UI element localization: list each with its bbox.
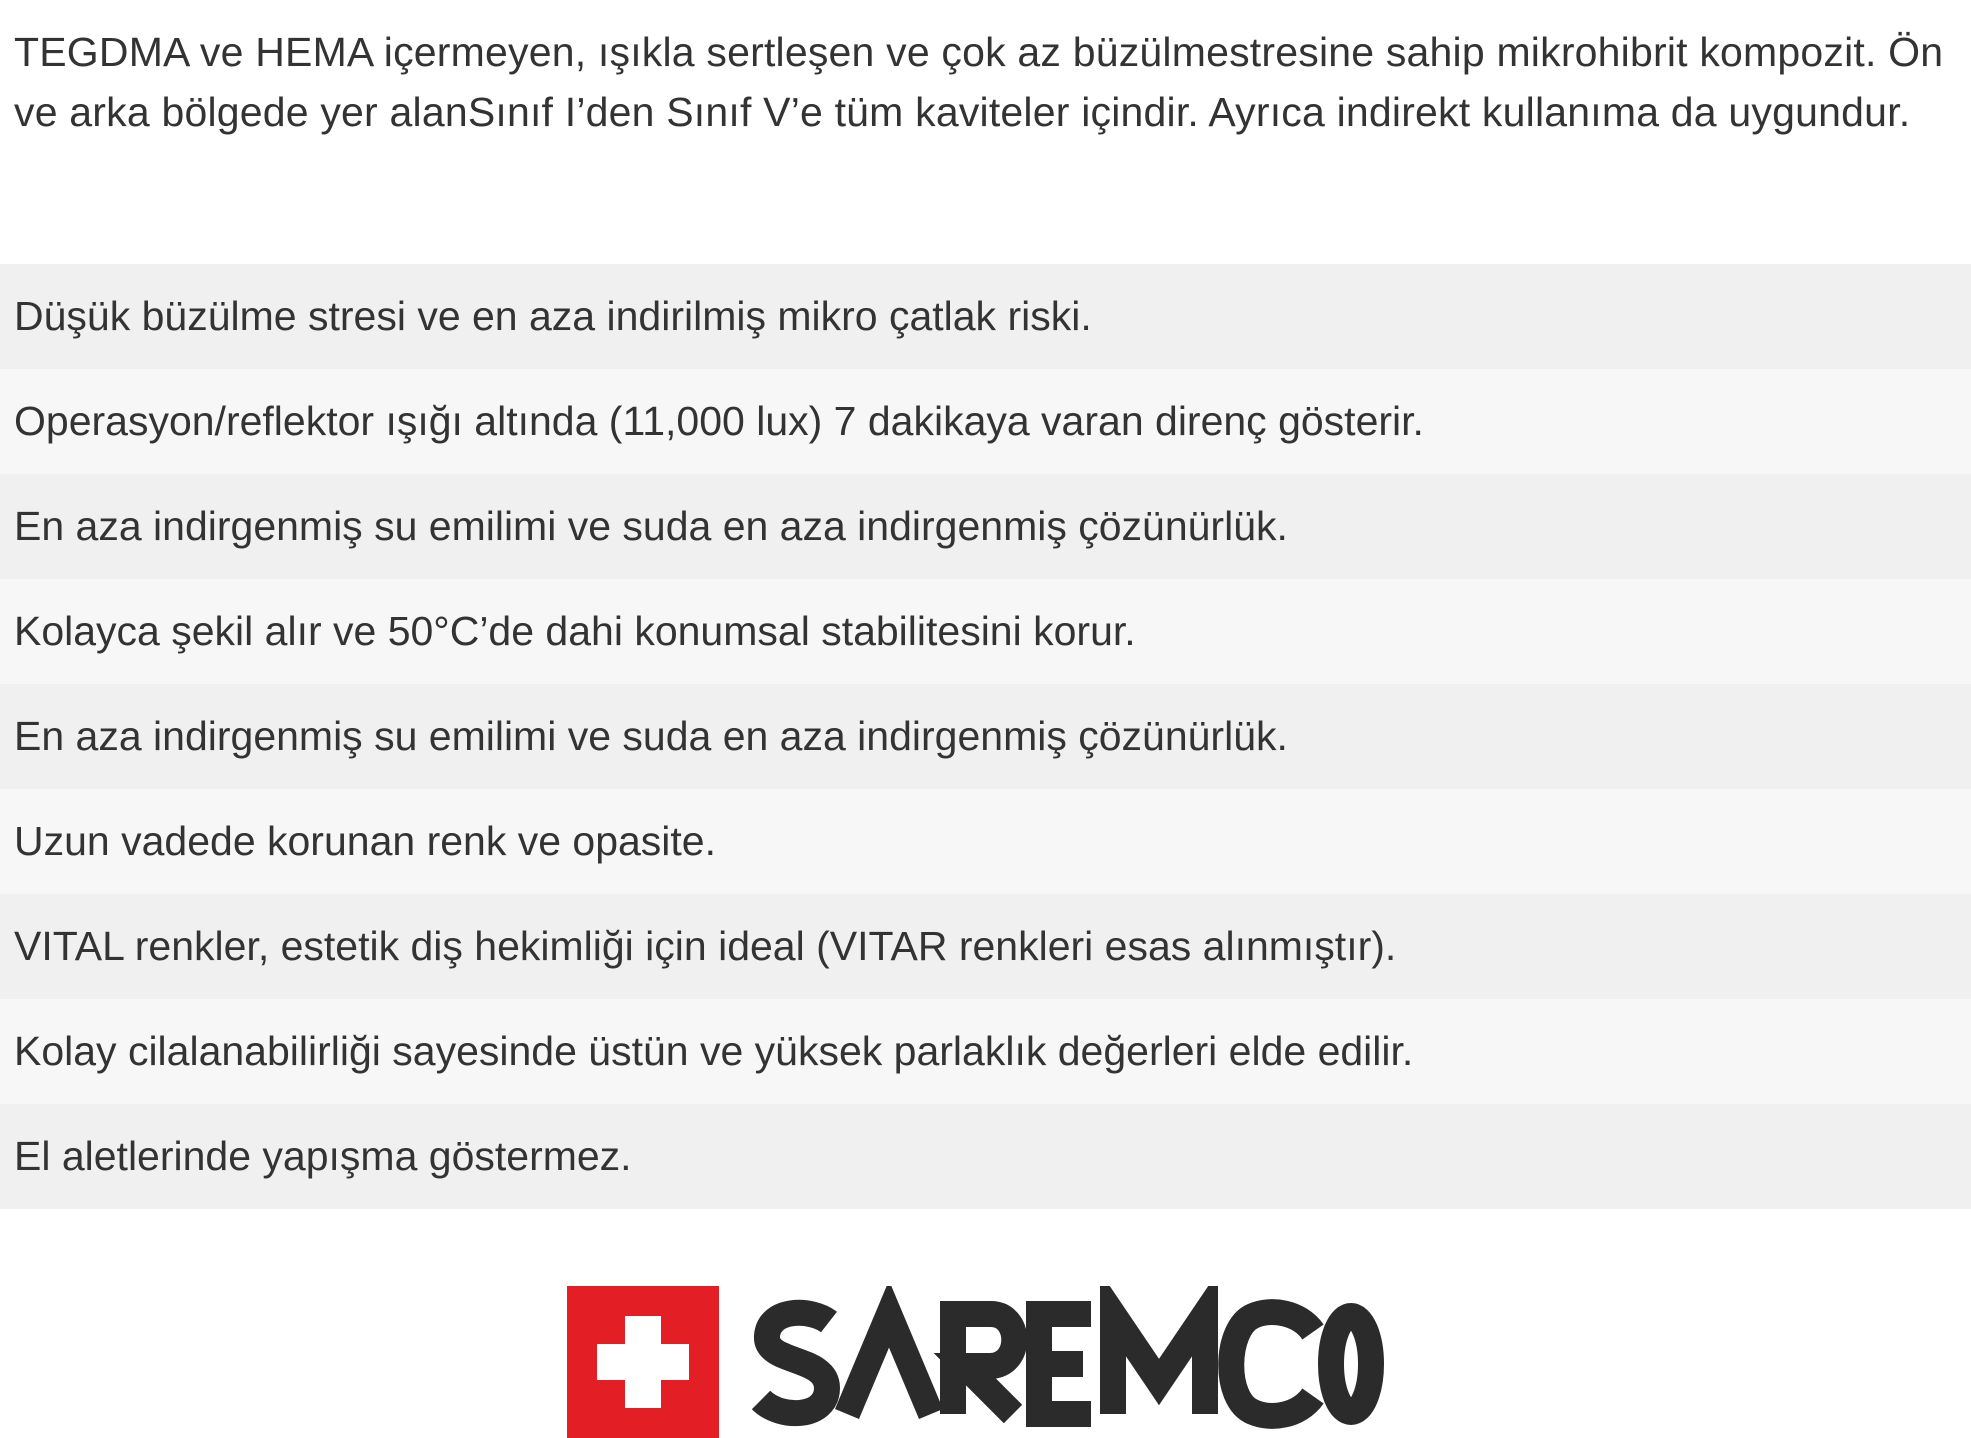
- product-description: TEGDMA ve HEMA içermeyen, ışıkla sertleşen ve çok az büzülmestresine sahip mikrohibrit kompozit. Ön ve arka bölgede yer alanSınıf I’den Sınıf V’e tüm kaviteler içindir. Ayrıca indirekt kullanıma da uygundur.: [14, 29, 1944, 135]
- feature-item: En aza indirgenmiş su emilimi ve suda en aza indirgenmiş çözünürlük.: [0, 474, 1971, 579]
- feature-list: [0, 264, 1971, 1209]
- feature-item: VITAL renkler, estetik diş hekimliği için ideal (VITAR renkleri esas alınmıştır).: [0, 894, 1971, 999]
- feature-item: Düşük büzülme stresi ve en aza indirilmiş mikro çatlak riski.: [0, 264, 1971, 369]
- feature-item: Uzun vadede korunan renk ve opasite.: [0, 789, 1971, 894]
- feature-item: Kolayca şekil alır ve 50°C’de dahi konumsal stabilitesini korur.: [0, 579, 1971, 684]
- brand-logo: [567, 1286, 1391, 1438]
- brand-wordmark: [751, 1286, 1391, 1438]
- feature-item: En aza indirgenmiş su emilimi ve suda en aza indirgenmiş çözünürlük.: [0, 684, 1971, 789]
- feature-item: Kolay cilalanabilirliği sayesinde üstün ve yüksek parlaklık değerleri elde edilir.: [0, 999, 1971, 1104]
- feature-item: El aletlerinde yapışma göstermez.: [0, 1104, 1971, 1209]
- swiss-cross-icon: [567, 1286, 719, 1438]
- feature-item: Operasyon/reflektor ışığı altında (11,000 lux) 7 dakikaya varan direnç gösterir.: [0, 369, 1971, 474]
